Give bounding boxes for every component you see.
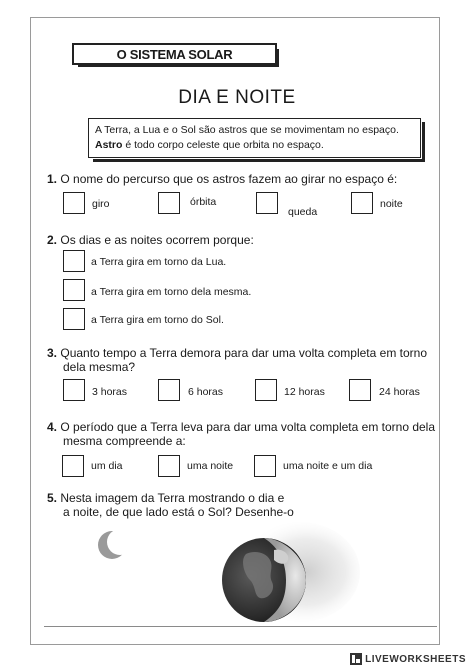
q2-option-3-checkbox[interactable]: [63, 308, 85, 330]
q4-option-2-label: uma noite: [187, 460, 234, 472]
question-4-text-line-2: mesma compreende a:: [63, 434, 186, 448]
q3-option-3-label: 12 horas: [284, 386, 325, 398]
q3-option-1-label: 3 horas: [92, 386, 128, 398]
q2-option-2-label: a Terra gira em torno dela mesma.: [91, 286, 252, 298]
question-3-text-line-1: Quanto tempo a Terra demora para dar uma volta completa em torno: [60, 346, 427, 360]
question-5-text-line-2: a noite, de que lado está o Sol? Desenhe-o: [63, 505, 294, 519]
definition-line-2-rest: é todo corpo celeste que orbita no espaço.: [122, 139, 324, 151]
q4-option-3-checkbox[interactable]: [254, 455, 276, 477]
q1-option-3-checkbox[interactable]: [256, 192, 278, 214]
definition-line-1: A Terra, a Lua e o Sol são astros que se movimentam no espaço.: [95, 124, 399, 136]
question-2-text: Os dias e as noites ocorrem porque:: [60, 233, 254, 247]
footer-brand-text: LIVEWORKSHEETS: [365, 653, 466, 665]
q1-option-2-label: órbita: [190, 196, 217, 208]
question-3-text-line-2: dela mesma?: [63, 360, 136, 374]
question-4: [47, 420, 435, 448]
q2-option-2-checkbox[interactable]: [63, 279, 85, 301]
footer-brand: [350, 653, 466, 665]
q4-option-3-label: uma noite e um dia: [283, 460, 373, 472]
q3-option-2-checkbox[interactable]: [158, 379, 180, 401]
question-1-text: O nome do percurso que os astros fazem ao girar no espaço é:: [60, 172, 398, 186]
crescent-moon-icon: [96, 528, 130, 562]
question-4-text-line-1: O período que a Terra leva para dar uma volta completa em torno dela: [60, 420, 436, 434]
q3-option-4-checkbox[interactable]: [349, 379, 371, 401]
question-5-number: 5.: [47, 491, 58, 505]
answer-line: [44, 626, 437, 627]
q1-option-4-checkbox[interactable]: [351, 192, 373, 214]
question-2-number: 2.: [47, 233, 58, 247]
q3-option-1-checkbox[interactable]: [63, 379, 85, 401]
earth-globe-icon: [212, 520, 362, 630]
question-3-number: 3.: [47, 346, 58, 360]
liveworksheets-logo-icon: [350, 653, 362, 665]
q2-option-3-label: a Terra gira em torno do Sol.: [91, 314, 224, 326]
question-3: [47, 346, 427, 374]
question-4-number: 4.: [47, 420, 58, 434]
q3-option-2-label: 6 horas: [188, 386, 224, 398]
q1-option-3-label: queda: [288, 206, 318, 218]
title-box: [72, 43, 277, 65]
question-2: [47, 233, 254, 247]
q1-option-1-checkbox[interactable]: [63, 192, 85, 214]
q2-option-1-checkbox[interactable]: [63, 250, 85, 272]
q3-option-4-label: 24 horas: [379, 386, 420, 398]
q4-option-1-label: um dia: [91, 460, 123, 472]
question-1-number: 1.: [47, 172, 58, 186]
q1-option-4-label: noite: [380, 198, 403, 210]
q1-option-1-label: giro: [92, 198, 110, 210]
q1-option-2-checkbox[interactable]: [158, 192, 180, 214]
definition-line-2: [95, 138, 420, 153]
definition-term: Astro: [95, 139, 123, 151]
page-title: O SISTEMA SOLAR: [116, 46, 233, 62]
page-subtitle: DIA E NOITE: [178, 87, 296, 108]
q4-option-1-checkbox[interactable]: [62, 455, 84, 477]
q2-option-1-label: a Terra gira em torno da Lua.: [91, 256, 227, 268]
q3-option-3-checkbox[interactable]: [255, 379, 277, 401]
definition-box: [88, 118, 421, 158]
question-1: [47, 172, 397, 186]
question-5-text-line-1: Nesta imagem da Terra mostrando o dia e: [60, 491, 285, 505]
q4-option-2-checkbox[interactable]: [158, 455, 180, 477]
